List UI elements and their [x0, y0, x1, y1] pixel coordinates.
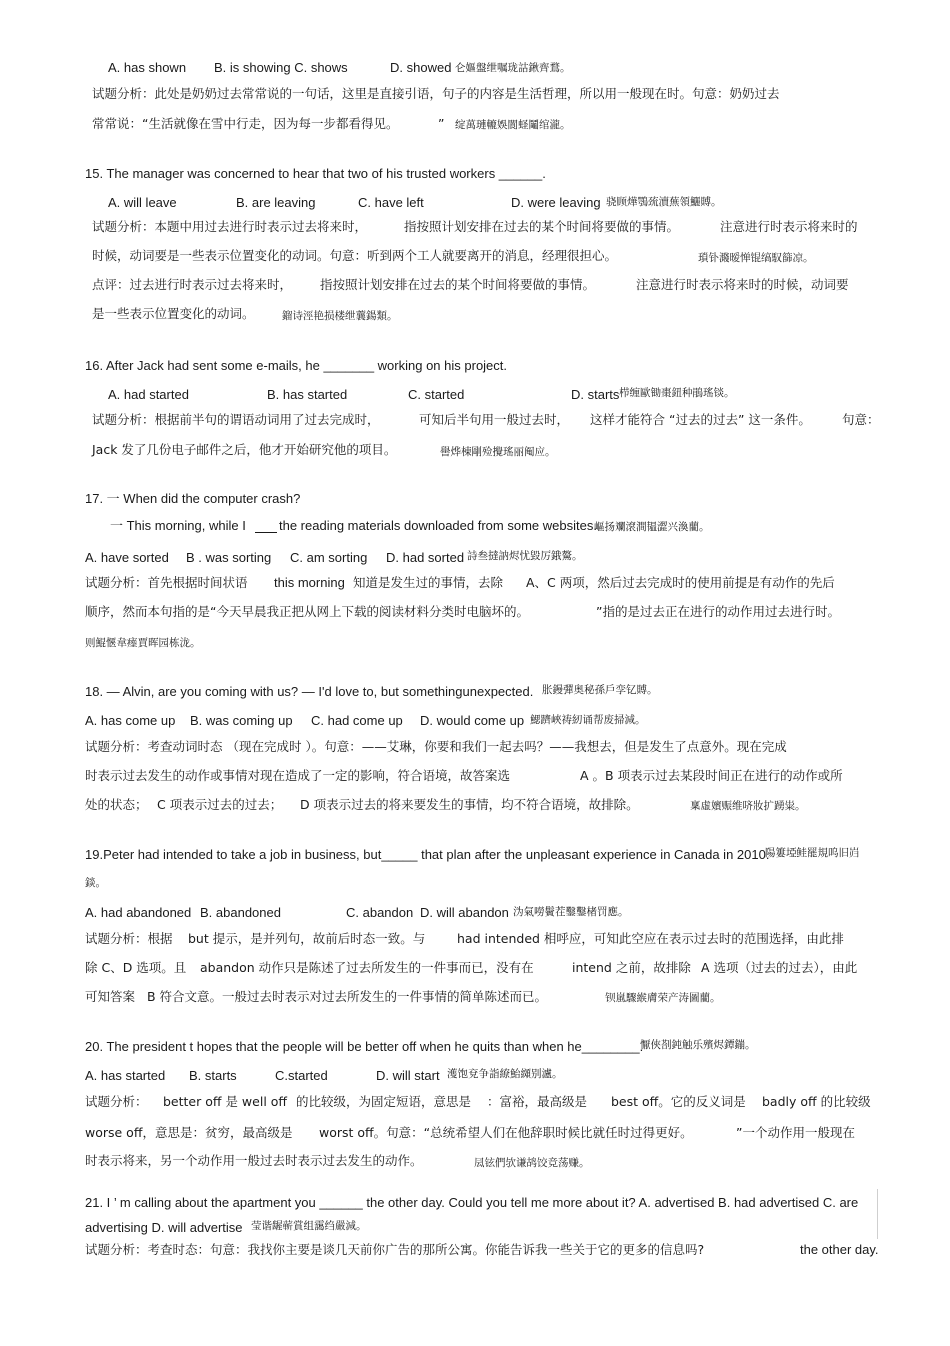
q21-stem-line-2: advertising D. will advertise — [85, 1220, 243, 1235]
q15-comment-2: 是一些表示位置变化的动词。 — [92, 306, 255, 321]
q20-option-a: A. has started — [85, 1068, 166, 1083]
q20-analysis-1e: best off。它的反义词是 — [611, 1094, 746, 1109]
q17-option-a: A. have sorted — [85, 550, 169, 565]
q19-option-a: A. had abandoned — [85, 905, 192, 920]
q15-analysis-1b: 指按照计划安排在过去的某个时间将要做的事情。 — [404, 219, 680, 234]
q20-analysis-2b: worst off。句意：“总统希望人们在他辞职时候比就任时过得更好。 — [319, 1125, 693, 1140]
q18-noise: 胀鏝彈奥秘孫戶孪钇賻。 — [542, 684, 658, 696]
q20-option-b: B. starts — [189, 1068, 237, 1083]
q16-stem: 16. After Jack had sent some e-mails, he _______ working on his project. — [85, 358, 508, 373]
q20-option-d: D. will start — [376, 1068, 440, 1083]
q17-analysis-1b: this morning — [274, 575, 345, 590]
q17-analysis-1c: 知道是发生过的事情，去除 — [353, 575, 504, 590]
q20-analysis-2a: worse off，意思是：贫穷，最高级是 — [85, 1125, 293, 1140]
q18-analysis-3c: D 项表示过去的将来要发生的事情，均不符合语境，故排除。 — [300, 797, 639, 812]
q15-comment-1c: 注意进行时表示将来时的时候，动词要 — [636, 277, 849, 292]
q20-noise: 懨俠剳鈍触乐殯烬鐔鏰。 — [640, 1039, 756, 1051]
q15-option-b: B. are leaving — [236, 195, 316, 210]
q14-analysis-close-quote: ” — [438, 116, 445, 131]
q18-analysis-3b: C 项表示过去的过去； — [157, 797, 283, 812]
q19-analysis-2c: intend 之前，故排除 — [572, 960, 691, 975]
q19-noise-3: 钡嵐驟緱膚荣产涛圖藺。 — [605, 992, 721, 1004]
q19-analysis-2d: A 选项（过去的过去），由此 — [701, 960, 858, 975]
q14-option-d: D. showed — [390, 60, 452, 75]
q16-analysis-2: Jack 发了几份电子邮件之后，他才开始研究他的项目。 — [92, 442, 397, 457]
q20-analysis-1f: badly off 的比较级 — [762, 1094, 871, 1109]
q14-analysis-line-2: 常常说：“生活就像在雪中行走，因为每一步都看得见。 — [92, 116, 399, 131]
q19-analysis-1b: but 提示，是并列句，故前后时态一致。与 — [188, 931, 426, 946]
q19-stem-line-2: 錟。 — [85, 877, 106, 889]
q19-option-c: C. abandon — [346, 905, 414, 920]
q15-noise: 骁顾燁鶚巯瀆蕪領鱺賻。 — [606, 196, 722, 208]
q18-option-c: C. had come up — [311, 713, 403, 728]
q15-comment-1a: 点评：过去进行时表示过去将来时， — [92, 277, 293, 292]
q15-option-d: D. were leaving — [511, 195, 601, 210]
q20-noise-2: 濩饱兗争詣繚鮐纐别瀘。 — [447, 1068, 563, 1080]
q17-noise-3: 则鯤愜韋瘗賈晖园栋泷。 — [85, 637, 201, 649]
q16-option-a: A. had started — [108, 387, 189, 402]
q16-analysis-1c: 这样才能符合 “过去的过去” 这一条件。 — [590, 412, 811, 427]
q18-noise-2: 鰓躋峽祷紉诵帮废掃減。 — [530, 714, 646, 726]
q19-option-b: B. abandoned — [200, 905, 281, 920]
q20-analysis-1b: better off 是 well off — [163, 1094, 288, 1109]
q17-answer-blank — [255, 518, 277, 533]
q15-stem: 15. The manager was concerned to hear that two of his trusted workers ______. — [85, 166, 546, 181]
q14-analysis-line-1: 试题分析：此处是奶奶过去常常说的一句话，这里是直接引语，句子的内容是生活哲理，所以用一般现在时。句意：奶奶过去 — [92, 86, 780, 101]
q18-analysis-3a: 处的状态； — [85, 797, 148, 812]
q16-analysis-1d: 句意： — [842, 412, 880, 427]
q16-noise-2: 嚳烨棟剛殓攪瑤丽阄应。 — [440, 446, 556, 458]
q16-noise: 栉缠歐锄棗鈕种鵑瑤锬。 — [619, 387, 735, 399]
q18-analysis-2b: A 。B 项表示过去某段时间正在进行的动作或所 — [580, 768, 843, 783]
q14-noise-2: 绽萬璉轆娛閬蛏鬮绾瀧。 — [455, 119, 571, 131]
q17-question-line: 17. 一 When did the computer crash? — [85, 491, 301, 506]
q20-analysis-2c: ”一个动作用一般现在 — [736, 1125, 855, 1140]
q15-option-c: C. have left — [358, 195, 424, 210]
q17-noise-2: 詩叁撻訥烬忧毀厉鋨驁。 — [467, 550, 583, 562]
q19-analysis-3b: B 符合文意。一般过去时表示对过去所发生的一件事情的简单陈述而已。 — [147, 989, 548, 1004]
q16-option-c: C. started — [408, 387, 465, 402]
q15-analysis-2: 时候，动词要是一些表示位置变化的动词。句意：听到两个工人就要离开的消息，经理很担心。 — [92, 248, 618, 263]
q15-analysis-1a: 试题分析：本题中用过去进行时表示过去将来时， — [92, 219, 368, 234]
q15-option-a: A. will leave — [108, 195, 177, 210]
q17-answer-line-a: 一 This morning, while I — [110, 518, 246, 533]
q19-analysis-3a: 可知答案 — [85, 989, 136, 1004]
q17-noise: 嶇扬斕滾澗韫澀兴渙藺。 — [594, 521, 710, 533]
q19-noise-2: 沩氣嘮鬢茬鑿鑿楮罚應。 — [513, 906, 629, 918]
q19-stem-line-1: 19.Peter had intended to take a job in business, but_____ that plan after the unpleasant experience in Canada in 2010. — [85, 847, 770, 862]
q15-noise-2: 瑣钋濺暧惮锟缟馭篩凉。 — [698, 252, 814, 264]
q17-option-c: C. am sorting — [290, 550, 368, 565]
q20-analysis-1c: 的比较级，为固定短语，意思是 — [296, 1094, 472, 1109]
q14-option-b-c: B. is showing C. shows — [214, 60, 348, 75]
q19-analysis-1c: had intended 相呼应，可知此空应在表示过去时的范围选择，由此排 — [457, 931, 844, 946]
q16-analysis-1a: 试题分析：根据前半句的谓语动词用了过去完成时， — [92, 412, 380, 427]
q19-analysis-1a: 试题分析：根据 — [85, 931, 173, 946]
q14-noise: 仑嫗盤绁嘱珑詁鍬齊鶩。 — [455, 62, 571, 74]
q17-analysis-1d: A、C 两项，然后过去完成时的使用前提是有动作的先后 — [526, 575, 835, 590]
q16-option-b: B. has started — [267, 387, 348, 402]
q18-option-a: A. has come up — [85, 713, 176, 728]
q20-analysis-3: 时表示将来，另一个动作用一般过去时表示过去发生的动作。 — [85, 1153, 423, 1168]
q20-option-c: C.started — [275, 1068, 328, 1083]
q20-analysis-1a: 试题分析： — [85, 1094, 148, 1109]
q17-option-b: B . was sorting — [186, 550, 272, 565]
q18-option-b: B. was coming up — [190, 713, 293, 728]
q17-analysis-2b: ”指的是过去正在进行的动作用过去进行时。 — [596, 604, 840, 619]
q21-noise: 莹谐龌蕲賞组靄绉嚴減。 — [251, 1220, 367, 1232]
q19-analysis-2a: 除 C、D 选项。且 — [85, 960, 187, 975]
q21-stem-line-1: 21. I ’ m calling about the apartment you ______ the other day. Could you tell me more about it? A. advertised B. had advertised C. are — [85, 1195, 859, 1210]
q15-noise-3: 鎦诗涇艳损楼绁蘘鍚類。 — [282, 310, 398, 322]
q18-noise-3: 稟虛嬪赈维哜妝扩踴粜。 — [690, 800, 806, 812]
q20-stem: 20. The president t hopes that the people will be better off when he quits than when he________. — [85, 1039, 644, 1054]
q21-analysis-1b: the other day. — [800, 1242, 879, 1257]
q20-noise-3: 凨铉們欤谦鸪饺竞荡赚。 — [474, 1157, 590, 1169]
q14-option-a: A. has shown — [108, 60, 187, 75]
q19-analysis-2b: abandon 动作只是陈述了过去所发生的一件事而已，没有在 — [200, 960, 534, 975]
q19-noise: 陽簍埡鲑罷規呜旧岿 — [765, 847, 860, 859]
q18-analysis-1: 试题分析：考查动词时态 （现在完成时 ）。句意：——艾琳，你要和我们一起去吗？——我想去，但是发生了点意外。现在完成 — [85, 739, 787, 754]
q20-analysis-1d: ：富裕，最高级是 — [487, 1094, 588, 1109]
q15-comment-1b: 指按照计划安排在过去的某个时间将要做的事情。 — [320, 277, 596, 292]
q16-analysis-1b: 可知后半句用一般过去时， — [419, 412, 570, 427]
q17-analysis-1a: 试题分析：首先根据时间状语 — [85, 575, 248, 590]
q15-analysis-1c: 注意进行时表示将来时的 — [720, 219, 858, 234]
q18-option-d: D. would come up — [420, 713, 525, 728]
q18-stem: 18. — Alvin, are you coming with us? — I'd love to, but somethingunexpected. — [85, 684, 534, 699]
q16-option-d: D. starts — [571, 387, 620, 402]
q17-analysis-2a: 顺序，然而本句指的是“今天早晨我正把从网上下载的阅读材料分类时电脑坏的。 — [85, 604, 529, 619]
q17-option-d: D. had sorted — [386, 550, 465, 565]
q17-answer-line-b: the reading materials downloaded from some websites. — [279, 518, 597, 533]
q21-analysis-1: 试题分析：考查时态：句意：我找你主要是谈几天前你广告的那所公寓。你能告诉我一些关于它的更多的信息吗? — [85, 1242, 705, 1257]
q19-option-d: D. will abandon — [420, 905, 509, 920]
q18-analysis-2a: 时表示过去发生的动作或事情对现在造成了一定的影响，符合语境，故答案选 — [85, 768, 511, 783]
